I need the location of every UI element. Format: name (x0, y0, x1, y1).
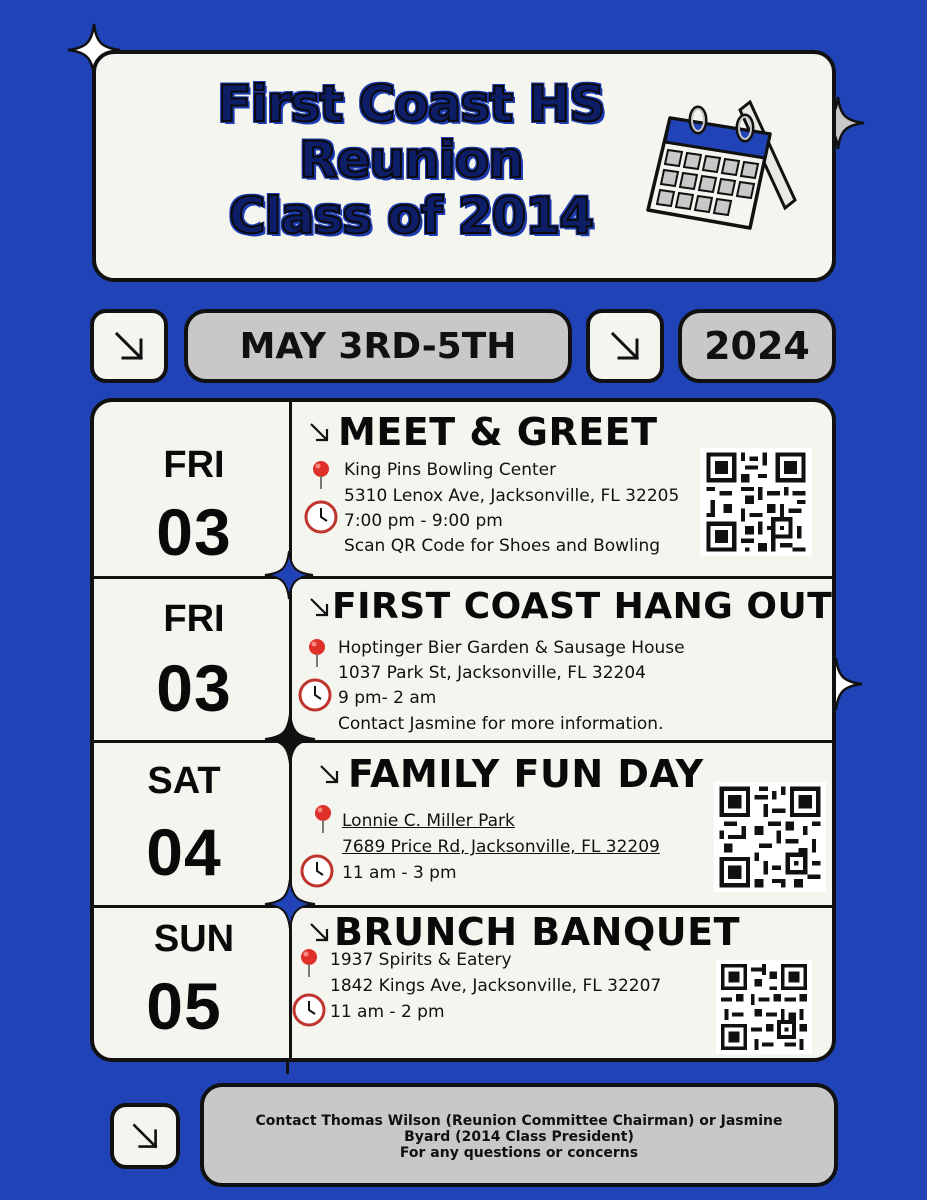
arrow-box (90, 309, 168, 383)
event-1-venue: King Pins Bowling Center (344, 460, 557, 480)
event-3-date: 04 (146, 815, 222, 889)
event-3-venue-link[interactable]: Lonnie C. Miller Park (342, 811, 515, 831)
event-1-note: Scan QR Code for Shoes and Bowling (344, 536, 661, 556)
event-2-venue: Hoptinger Bier Garden & Sausage House (338, 638, 685, 658)
event-4-address: 1842 Kings Ave, Jacksonville, FL 32207 (330, 976, 662, 996)
event-1-time: 7:00 pm - 9:00 pm (344, 511, 503, 531)
title-line-2: Reunion (299, 131, 523, 189)
arrow-box (586, 309, 664, 383)
arrow-down-right-icon (112, 329, 146, 363)
year-pill: 2024 (678, 309, 836, 383)
event-1-title (308, 410, 658, 454)
title-line-1: First Coast HS (217, 75, 605, 133)
footer-line-2: Byard (2014 Class President) (404, 1129, 634, 1145)
qr-code[interactable] (714, 782, 826, 892)
map-pin-icon (298, 948, 320, 978)
event-1-address: 5310 Lenox Ave, Jacksonville, FL 32205 (344, 486, 680, 506)
qr-code[interactable] (716, 960, 812, 1054)
event-title-text: BRUNCH BANQUET (334, 910, 741, 954)
event-2-date: 03 (156, 651, 232, 725)
event-title-text: MEET & GREET (338, 410, 658, 454)
event-2-title (308, 586, 832, 627)
row-divider (94, 905, 832, 908)
page-title (196, 76, 626, 244)
column-divider-tail (286, 1060, 289, 1074)
event-3-time: 11 am - 3 pm (342, 863, 457, 883)
arrow-down-right-icon (318, 763, 340, 785)
event-3-title (318, 752, 704, 796)
calendar-icon (640, 80, 810, 250)
event-4-date: 05 (146, 969, 222, 1043)
event-2-time: 9 pm- 2 am (338, 688, 437, 708)
title-line-3: Class of 2014 (228, 187, 594, 245)
event-4-time: 11 am - 2 pm (330, 1002, 445, 1022)
arrow-down-right-icon (308, 421, 330, 443)
event-4-title (308, 910, 740, 954)
sparkle-icon (264, 713, 316, 765)
footer-line-1: Contact Thomas Wilson (Reunion Committee Chairman) or Jasmine (255, 1113, 783, 1129)
clock-icon (298, 678, 332, 712)
event-1-day: FRI (163, 444, 225, 486)
arrow-down-right-icon (608, 329, 642, 363)
arrow-down-right-icon (130, 1121, 160, 1151)
sparkle-icon (264, 550, 314, 600)
event-3-day: SAT (147, 760, 221, 802)
event-2-day: FRI (163, 598, 225, 640)
event-1-date: 03 (156, 495, 232, 569)
event-2-note: Contact Jasmine for more information. (338, 714, 664, 734)
event-4-day: SUN (153, 918, 235, 960)
map-pin-icon (310, 460, 332, 490)
sparkle-icon (264, 878, 316, 930)
date-range-pill: MAY 3RD-5TH (184, 309, 572, 383)
clock-icon (304, 500, 338, 534)
schedule-card (90, 398, 836, 1062)
clock-icon (292, 993, 326, 1027)
event-2-address: 1037 Park St, Jacksonville, FL 32204 (338, 663, 646, 683)
map-pin-icon (306, 638, 328, 668)
contact-footer (200, 1083, 838, 1187)
event-title-text: FIRST COAST HANG OUT (332, 586, 833, 627)
row-divider (94, 576, 832, 579)
qr-code[interactable] (700, 448, 812, 556)
footer-line-3: For any questions or concerns (399, 1145, 639, 1161)
map-pin-icon (312, 804, 334, 834)
event-4-venue: 1937 Spirits & Eatery (330, 950, 512, 970)
arrow-box (110, 1103, 180, 1169)
row-divider (94, 740, 832, 743)
event-3-address-link[interactable]: 7689 Price Rd, Jacksonville, FL 32209 (342, 837, 660, 857)
event-title-text: FAMILY FUN DAY (348, 752, 704, 796)
